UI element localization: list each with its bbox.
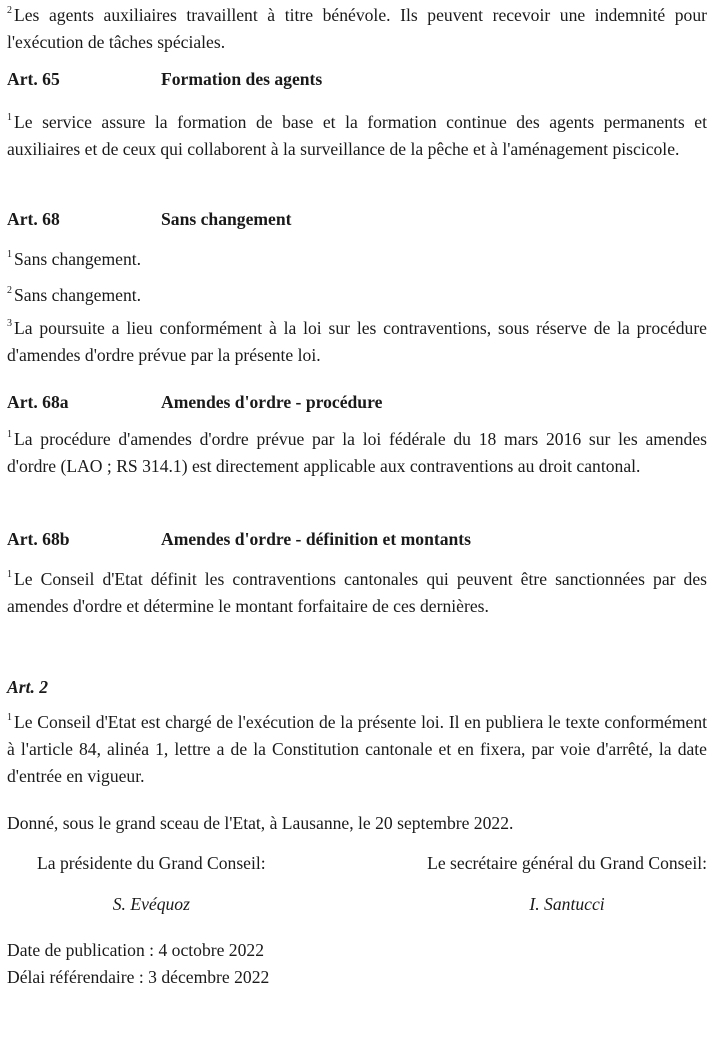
- intro-paragraph: [7, 2, 707, 56]
- article-heading: [7, 526, 707, 553]
- paragraph-number: 2: [7, 5, 12, 16]
- paragraph-text: Le Conseil d'Etat définit les contraventions cantonales qui peuvent être sanctionnées par des amendes d'ordre et détermine le montant forfaitaire de ces dernières.: [7, 569, 707, 616]
- article-heading: [7, 389, 707, 416]
- signature-right: [427, 850, 707, 918]
- paragraph-number: 1: [7, 712, 12, 723]
- article-title: Amendes d'ordre - définition et montants: [161, 529, 472, 549]
- article-paragraph: [7, 426, 707, 480]
- article-number: Art. 68: [7, 209, 60, 229]
- paragraph-text: La poursuite a lieu conformément à la loi sur les contraventions, sous réserve de la procédure d'amendes d'ordre prévue par la présente loi.: [7, 318, 707, 365]
- paragraph-number: 1: [7, 249, 12, 260]
- signature-left: [37, 850, 266, 918]
- article-title: Formation des agents: [161, 69, 323, 89]
- article-paragraph: [7, 246, 707, 273]
- paragraph-number: 1: [7, 429, 12, 440]
- article-number: Art. 68a: [7, 392, 69, 412]
- article-paragraph: [7, 566, 707, 620]
- paragraph-number: 1: [7, 112, 12, 123]
- article-paragraph: [7, 109, 707, 163]
- paragraph-number: 2: [7, 285, 12, 296]
- signatory-role: La présidente du Grand Conseil:: [37, 853, 266, 873]
- given-line: Donné, sous le grand sceau de l'Etat, à Lausanne, le 20 septembre 2022.: [7, 813, 514, 833]
- paragraph-text: Le Conseil d'Etat est chargé de l'exécution de la présente loi. Il en publiera le texte conformément à l'article 84, alinéa 1, lettre a de la Constitution cantonale et en fixera, par voie d'arrêté, la date d'entrée en vigueur.: [7, 712, 707, 786]
- paragraph-number: 1: [7, 569, 12, 580]
- article-paragraph: [7, 709, 707, 790]
- paragraph-text: Les agents auxiliaires travaillent à titre bénévole. Ils peuvent recevoir une indemnité pour l'exécution de tâches spéciales.: [7, 5, 707, 52]
- article-paragraph: [7, 282, 707, 309]
- paragraph-text: Sans changement.: [14, 249, 142, 269]
- signatory-name: S. Evéquoz: [112, 894, 190, 914]
- signatory-name: I. Santucci: [529, 894, 605, 914]
- paragraph-text: Le service assure la formation de base et la formation continue des agents permanents et auxiliaires et de ceux qui collaborent à la surveillance de la pêche et à l'aménagement piscicole.: [7, 112, 707, 159]
- paragraph-text: La procédure d'amendes d'ordre prévue par la loi fédérale du 18 mars 2016 sur les amendes d'ordre (LAO ; RS 314.1) est directement applicable aux contraventions au droit cantonal.: [7, 429, 707, 476]
- article-heading: Art. 2: [7, 677, 49, 697]
- article-title: Sans changement: [161, 209, 292, 229]
- article-heading: [7, 66, 707, 93]
- signatory-role: Le secrétaire général du Grand Conseil:: [427, 853, 707, 873]
- publication-date: Date de publication : 4 octobre 2022: [7, 940, 264, 960]
- paragraph-text: Sans changement.: [14, 285, 142, 305]
- signature-block: [7, 850, 707, 918]
- article-heading: [7, 206, 707, 233]
- article-number: Art. 65: [7, 69, 60, 89]
- article-number: Art. 68b: [7, 529, 70, 549]
- paragraph-number: 3: [7, 318, 12, 329]
- referendum-deadline: Délai référendaire : 3 décembre 2022: [7, 967, 270, 987]
- article-paragraph: [7, 315, 707, 369]
- article-title: Amendes d'ordre - procédure: [161, 392, 383, 412]
